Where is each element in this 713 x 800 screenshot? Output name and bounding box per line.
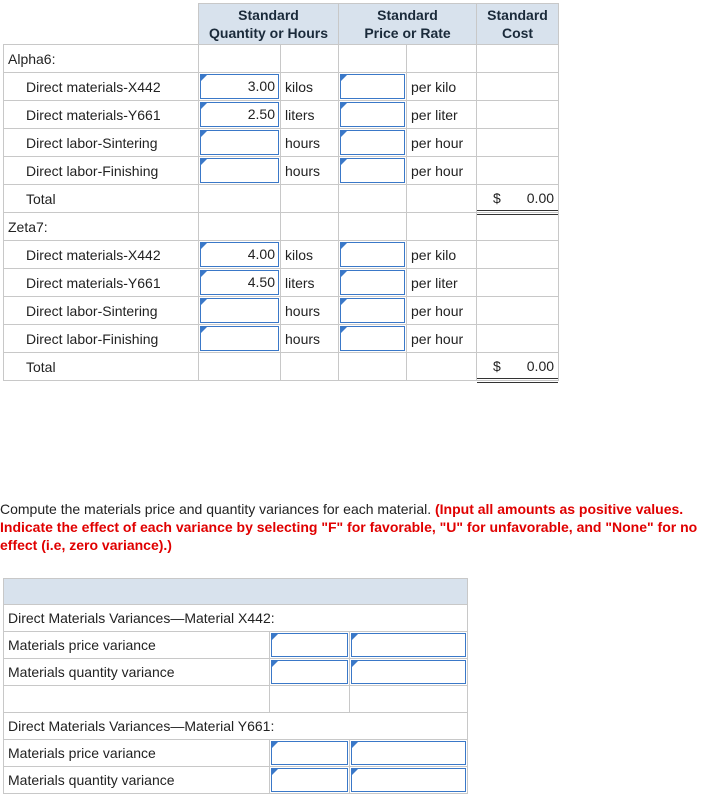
- total-cost: $ 0.00: [477, 185, 559, 213]
- table-row: Materials price variance: [4, 740, 468, 767]
- section-title-alpha: Alpha6:: [4, 45, 199, 73]
- total-cost: $ 0.00: [477, 353, 559, 381]
- table-row: Direct labor-Finishing hours per hour: [4, 325, 559, 353]
- amount-input[interactable]: [271, 660, 348, 684]
- table-row: Direct materials-Y661 4.50 liters per liter: [4, 269, 559, 297]
- quantity-input[interactable]: 3.00: [200, 74, 279, 99]
- price-input[interactable]: [340, 74, 405, 99]
- section-title-zeta: Zeta7:: [4, 213, 199, 241]
- table-row: Materials price variance: [4, 632, 468, 659]
- table-row: Direct materials-X442 3.00 kilos per kilo: [4, 73, 559, 101]
- variance-table: [3, 578, 468, 794]
- table-row: Direct labor-Finishing hours per hour: [4, 157, 559, 185]
- quantity-input[interactable]: 4.50: [200, 270, 279, 295]
- effect-select[interactable]: [351, 768, 466, 792]
- price-input[interactable]: [340, 102, 405, 127]
- table-row: Direct labor-Sintering hours per hour: [4, 297, 559, 325]
- quantity-input[interactable]: 4.00: [200, 242, 279, 267]
- amount-input[interactable]: [271, 633, 348, 657]
- effect-select[interactable]: [351, 633, 466, 657]
- total-row: Total $ 0.00: [4, 353, 559, 381]
- header-price: Standard Price or Rate: [339, 4, 477, 45]
- effect-select[interactable]: [351, 660, 466, 684]
- instructions: Compute the materials price and quantity variances for each material. (Input all amounts as positive values. Indicate the effect of each variance by selecting "F" for favorable, "U" for unfavorable, and "None" for no effect (i.e, zero variance).): [0, 501, 698, 553]
- table-row: Materials quantity variance: [4, 767, 468, 794]
- header-quantity: Standard Quantity or Hours: [199, 4, 339, 45]
- price-input[interactable]: [340, 158, 405, 183]
- variance-header: [4, 579, 468, 605]
- price-input[interactable]: [340, 326, 405, 351]
- standard-cost-table: [3, 3, 559, 381]
- quantity-input[interactable]: [200, 298, 279, 323]
- table-row: Direct labor-Sintering hours per hour: [4, 129, 559, 157]
- table-row: Direct materials-Y661 2.50 liters per liter: [4, 101, 559, 129]
- price-input[interactable]: [340, 130, 405, 155]
- header-cost: Standard Cost: [477, 4, 559, 45]
- price-input[interactable]: [340, 298, 405, 323]
- quantity-input[interactable]: 2.50: [200, 102, 279, 127]
- amount-input[interactable]: [271, 768, 348, 792]
- total-row: Total $ 0.00: [4, 185, 559, 213]
- price-input[interactable]: [340, 270, 405, 295]
- quantity-input[interactable]: [200, 130, 279, 155]
- y661-title: Direct Materials Variances—Material Y661:: [4, 713, 468, 740]
- table-row: Materials quantity variance: [4, 659, 468, 686]
- effect-select[interactable]: [351, 741, 466, 765]
- x442-title: Direct Materials Variances—Material X442:: [4, 605, 468, 632]
- table-row: Direct materials-X442 4.00 kilos per kilo: [4, 241, 559, 269]
- header-blank: [4, 4, 199, 45]
- amount-input[interactable]: [271, 741, 348, 765]
- quantity-input[interactable]: [200, 326, 279, 351]
- quantity-input[interactable]: [200, 158, 279, 183]
- price-input[interactable]: [340, 242, 405, 267]
